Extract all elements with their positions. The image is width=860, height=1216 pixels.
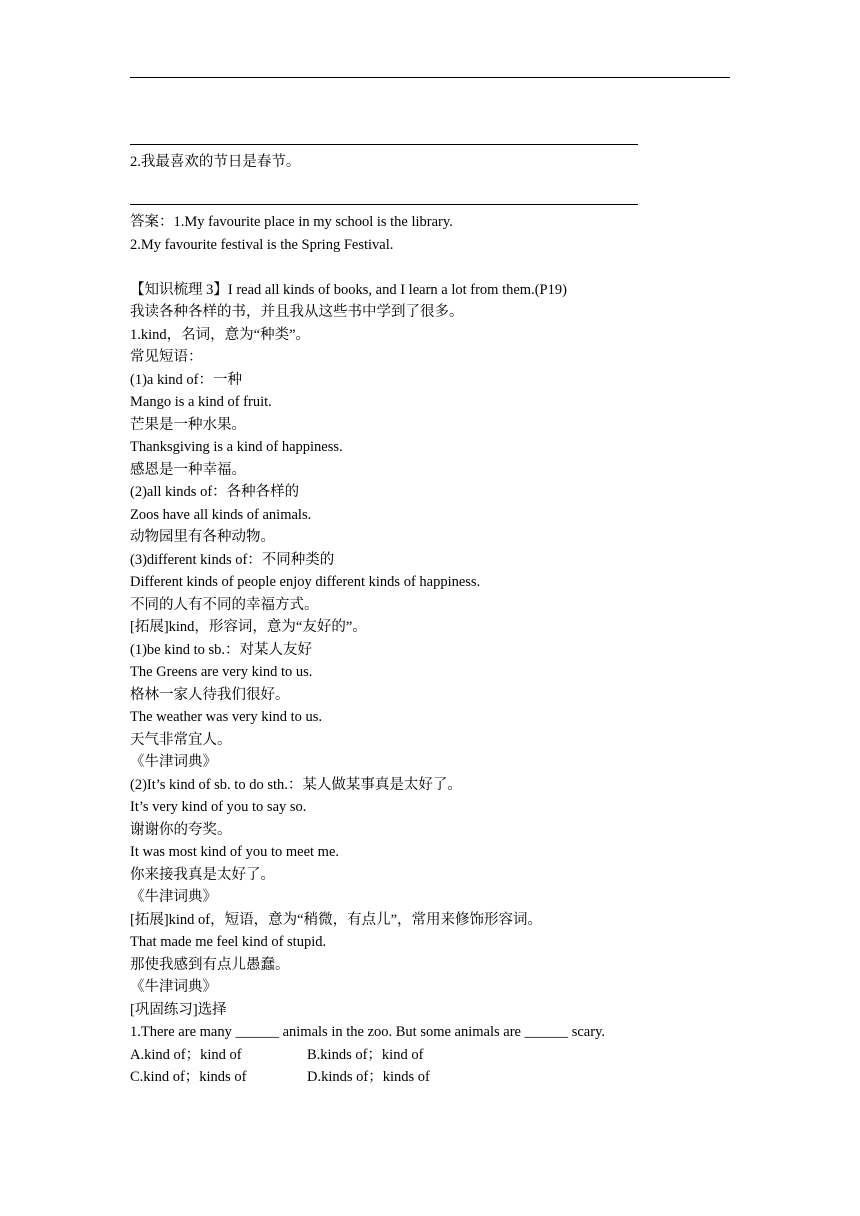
text-line: Zoos have all kinds of animals. xyxy=(130,506,312,523)
text-line: (1)be kind to sb.：对某人友好 xyxy=(130,641,313,658)
text-line: 芒果是一种水果。 xyxy=(130,416,246,433)
section-heading: 【知识梳理 3】I read all kinds of books, and I learn a lot from them.(P19) xyxy=(130,281,567,298)
text-line: (2)It’s kind of sb. to do sth.：某人做某事真是太好了。 xyxy=(130,776,462,793)
section-lines xyxy=(130,301,730,1044)
option-a: A.kind of；kind of xyxy=(130,1046,242,1063)
text-line: 格林一家人待我们很好。 xyxy=(130,686,290,703)
text-line: 《牛津词典》 xyxy=(130,889,217,905)
text-line: The Greens are very kind to us. xyxy=(130,664,313,680)
text-line: Mango is a kind of fruit. xyxy=(130,394,272,410)
text-line: 谢谢你的夸奖。 xyxy=(130,821,232,838)
text-line: 《牛津词典》 xyxy=(130,754,217,770)
text-line: [巩固练习]选择 xyxy=(130,1001,227,1018)
option-c: C.kind of；kinds of xyxy=(130,1069,247,1085)
text-line: 常见短语： xyxy=(130,349,203,365)
option-d: D.kinds of；kinds of xyxy=(307,1069,430,1085)
text-line: (1)a kind of：一种 xyxy=(130,371,242,388)
text-line: [拓展]kind of，短语，意为“稍微，有点儿”，常用来修饰形容词。 xyxy=(130,911,543,928)
text-line: 我读各种各样的书，并且我从这些书中学到了很多。 xyxy=(130,304,464,320)
answer-blank-line xyxy=(130,204,638,205)
text-line: 《牛津词典》 xyxy=(130,979,217,995)
answer-line-2: 2.My favourite festival is the Spring Festival. xyxy=(130,236,394,253)
text-line: That made me feel kind of stupid. xyxy=(130,934,327,950)
text-line: 那使我感到有点儿愚蠢。 xyxy=(130,956,290,973)
text-line: (3)different kinds of：不同种类的 xyxy=(130,551,335,568)
text-line: 天气非常宜人。 xyxy=(130,731,232,748)
options-row-2 xyxy=(130,1066,730,1089)
text-line: [拓展]kind，形容词，意为“友好的”。 xyxy=(130,619,367,635)
text-line: 不同的人有不同的幸福方式。 xyxy=(130,596,319,613)
text-line: Thanksgiving is a kind of happiness. xyxy=(130,439,343,455)
text-line: The weather was very kind to us. xyxy=(130,709,323,725)
answer-blank-line xyxy=(130,144,638,145)
options-row-1 xyxy=(130,1044,730,1067)
option-b: B.kinds of；kind of xyxy=(307,1046,424,1063)
text-line: 感恩是一种幸福。 xyxy=(130,461,246,478)
text-line: Different kinds of people enjoy different kinds of happiness. xyxy=(130,574,481,590)
text-line: 1.kind，名词，意为“种类”。 xyxy=(130,326,311,343)
text-line: 动物园里有各种动物。 xyxy=(130,529,275,545)
text-line: It’s very kind of you to say so. xyxy=(130,799,307,815)
header-rule xyxy=(130,77,730,78)
document-body xyxy=(130,132,730,1089)
text-line: It was most kind of you to meet me. xyxy=(130,844,340,860)
exercise-question: 1.There are many ______ animals in the zoo. But some animals are ______ scary. xyxy=(130,1024,606,1040)
exercise-question-2: 2.我最喜欢的节日是春节。 xyxy=(130,154,301,170)
answer-line-1: 答案：1.My favourite place in my school is the library. xyxy=(130,214,453,230)
text-line: 你来接我真是太好了。 xyxy=(130,866,275,883)
text-line: (2)all kinds of：各种各样的 xyxy=(130,484,300,500)
